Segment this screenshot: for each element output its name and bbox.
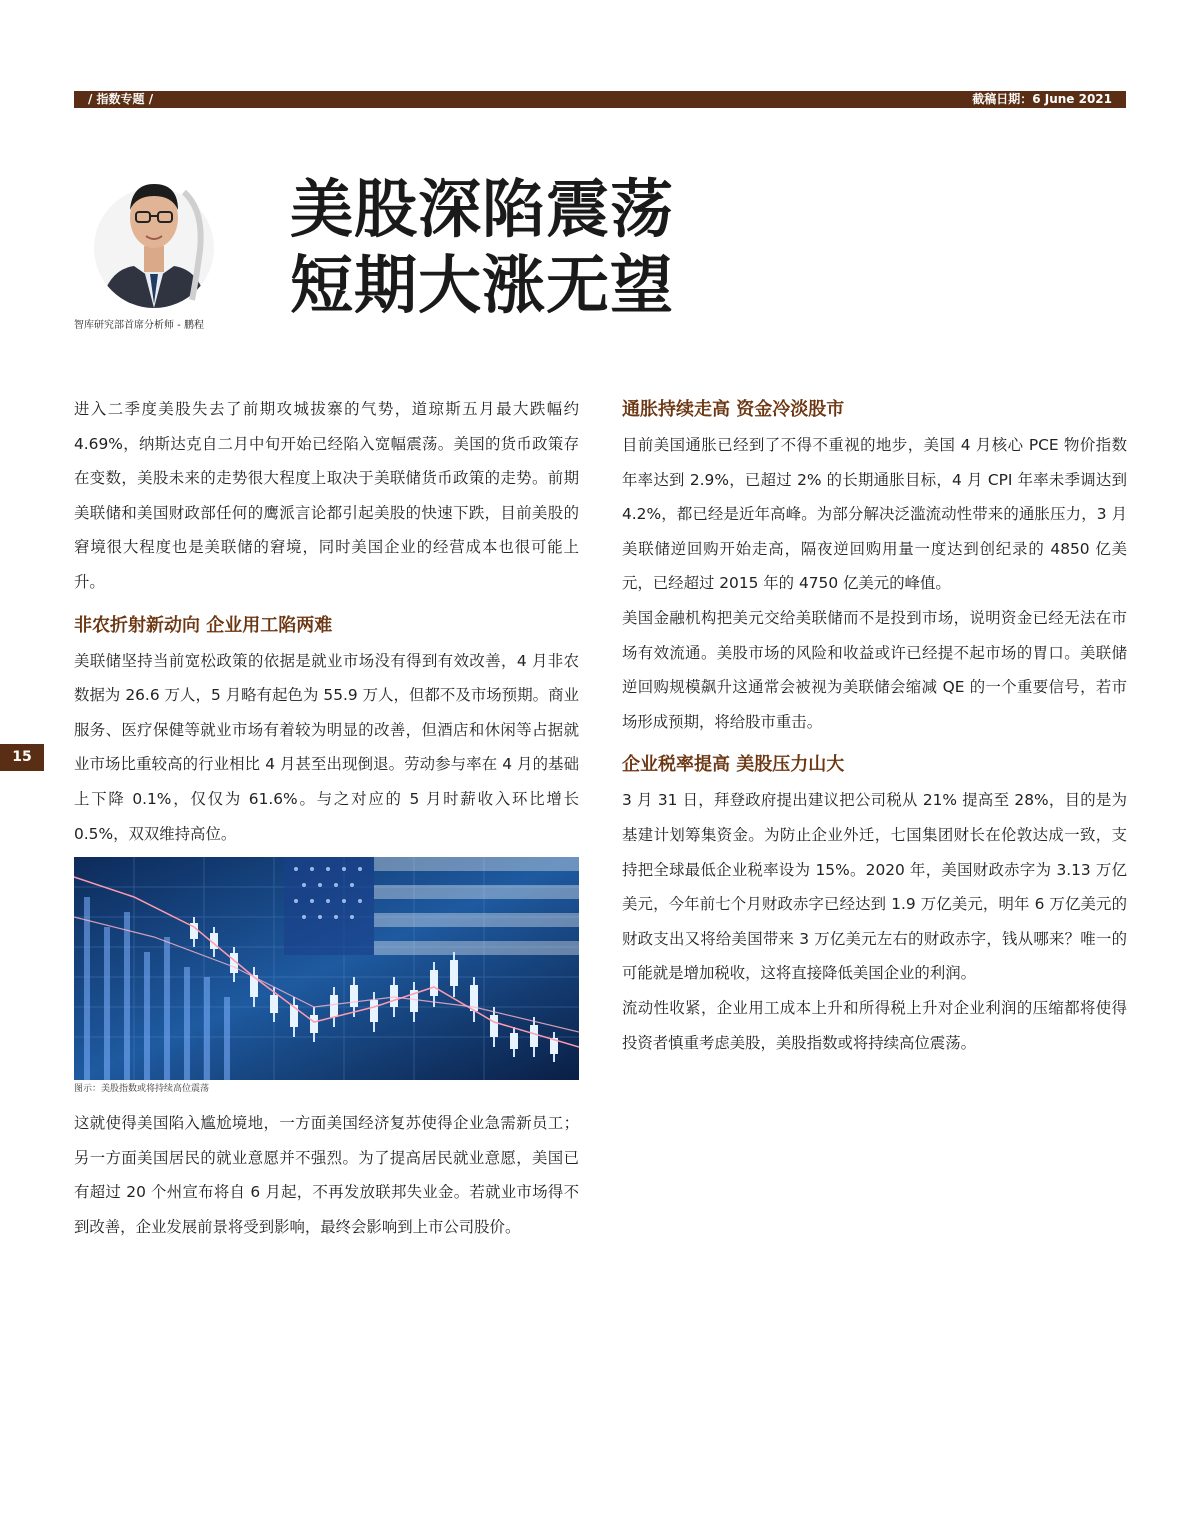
section-heading-tax: 企业税率提高 美股压力山大 xyxy=(622,754,845,776)
header-bar xyxy=(74,91,1126,108)
section-heading-jobs: 非农折射新动向 企业用工陷两难 xyxy=(74,614,333,636)
title-line-2: 短期大涨无望 xyxy=(290,249,674,322)
inflation-paragraph-1: 目前美国通胀已经到了不得不重视的地步，美国 4 月核心 PCE 物价指数年率达到 2.9%，已超过 2% 的长期通胀目标，4 月 CPI 年率未季调达到 4.2%，都已经是近年高峰。为部分解决泛滥流动性带来的通胀压力，3 月美联储逆回购开始走高，隔夜逆回购用量一度达到创纪录的 4850 亿美元，已经超过 2015 年的 4750 亿美元的峰值。 xyxy=(622,436,1127,593)
jobs-paragraph-2: 这就使得美国陷入尴尬境地，一方面美国经济复苏使得企业急需新员工；另一方面美国居民的就业意愿并不强烈。为了提高居民就业意愿，美国已有超过 20 个州宣布将自 6 月起，不再发放联邦失业金。若就业市场得不到改善，企业发展前景将受到影响，最终会影响到上市公司股价。 xyxy=(74,1114,579,1236)
article-title xyxy=(290,172,674,324)
title-line-1: 美股深陷震荡 xyxy=(290,173,674,246)
intro-paragraph: 进入二季度美股失去了前期攻城拔寨的气势，道琼斯五月最大跌幅约 4.69%，纳斯达克自二月中旬开始已经陷入宽幅震荡。美国的货币政策存在变数，美股未来的走势很大程度上取决于美联储货币政策的走势。前期美联储和美国财政部任何的鹰派言论都引起美股的快速下跌，目前美股的窘境很大程度也是美联储的窘境，同时美国企业的经营成本也很可能上升。 xyxy=(74,400,579,591)
right-column xyxy=(622,392,1127,1060)
section-heading-inflation: 通胀持续走高 资金冷淡股市 xyxy=(622,399,845,420)
section-label: / 指数专题 / xyxy=(88,92,154,106)
inflation-paragraph-2: 美国金融机构把美元交给美联储而不是投到市场，说明资金已经无法在市场有效流通。美股市场的风险和收益或许已经提不起市场的胃口。美联储逆回购规模飙升这通常会被视为美联储会缩减 QE 的一个重要信号，若市场形成预期，将给股市重击。 xyxy=(622,608,1127,731)
author-portrait-image xyxy=(92,170,216,310)
tax-paragraph-2: 流动性收紧，企业用工成本上升和所得税上升对企业利润的压缩都将使得投资者慎重考虑美股，美股指数或将持续高位震荡。 xyxy=(622,998,1127,1052)
page-number: 15 xyxy=(0,744,44,771)
stock-chart-image xyxy=(74,857,579,1080)
deadline-date: 截稿日期：6 June 2021 xyxy=(972,92,1112,106)
figure-caption: 图示：美股指数或将持续高位震荡 xyxy=(74,1084,210,1095)
author-caption: 智库研究部首席分析师 - 鹏程 xyxy=(74,320,204,331)
author-avatar xyxy=(92,170,216,310)
jobs-paragraph: 美联储坚持当前宽松政策的依据是就业市场没有得到有效改善，4 月非农数据为 26.6 万人，5 月略有起色为 55.9 万人，但都不及市场预期。商业服务、医疗保健等就业市场有着较为明显的改善，但酒店和休闲等占据就业市场比重较高的行业相比 4 月甚至出现倒退。劳动参与率在 4 月的基础上下降 0.1%，仅仅为 61.6%。与之对应的 5 月时薪收入环比增长 0.5%，双双维持高位。 xyxy=(74,651,579,843)
left-column xyxy=(74,392,579,1245)
tax-paragraph-1: 3 月 31 日，拜登政府提出建议把公司税从 21% 提高至 28%，目的是为基建计划筹集资金。为防止企业外迁，七国集团财长在伦敦达成一致，支持把全球最低企业税率设为 15%。2020 年，美国财政赤字为 3.13 万亿美元，今年前七个月财政赤字已经达到 1.9 万亿美元，明年 6 万亿美元的财政支出又将给美国带来 3 万亿美元左右的财政赤字，钱从哪来？唯一的可能就是增加税收，这将直接降低美国企业的利润。 xyxy=(622,791,1127,983)
